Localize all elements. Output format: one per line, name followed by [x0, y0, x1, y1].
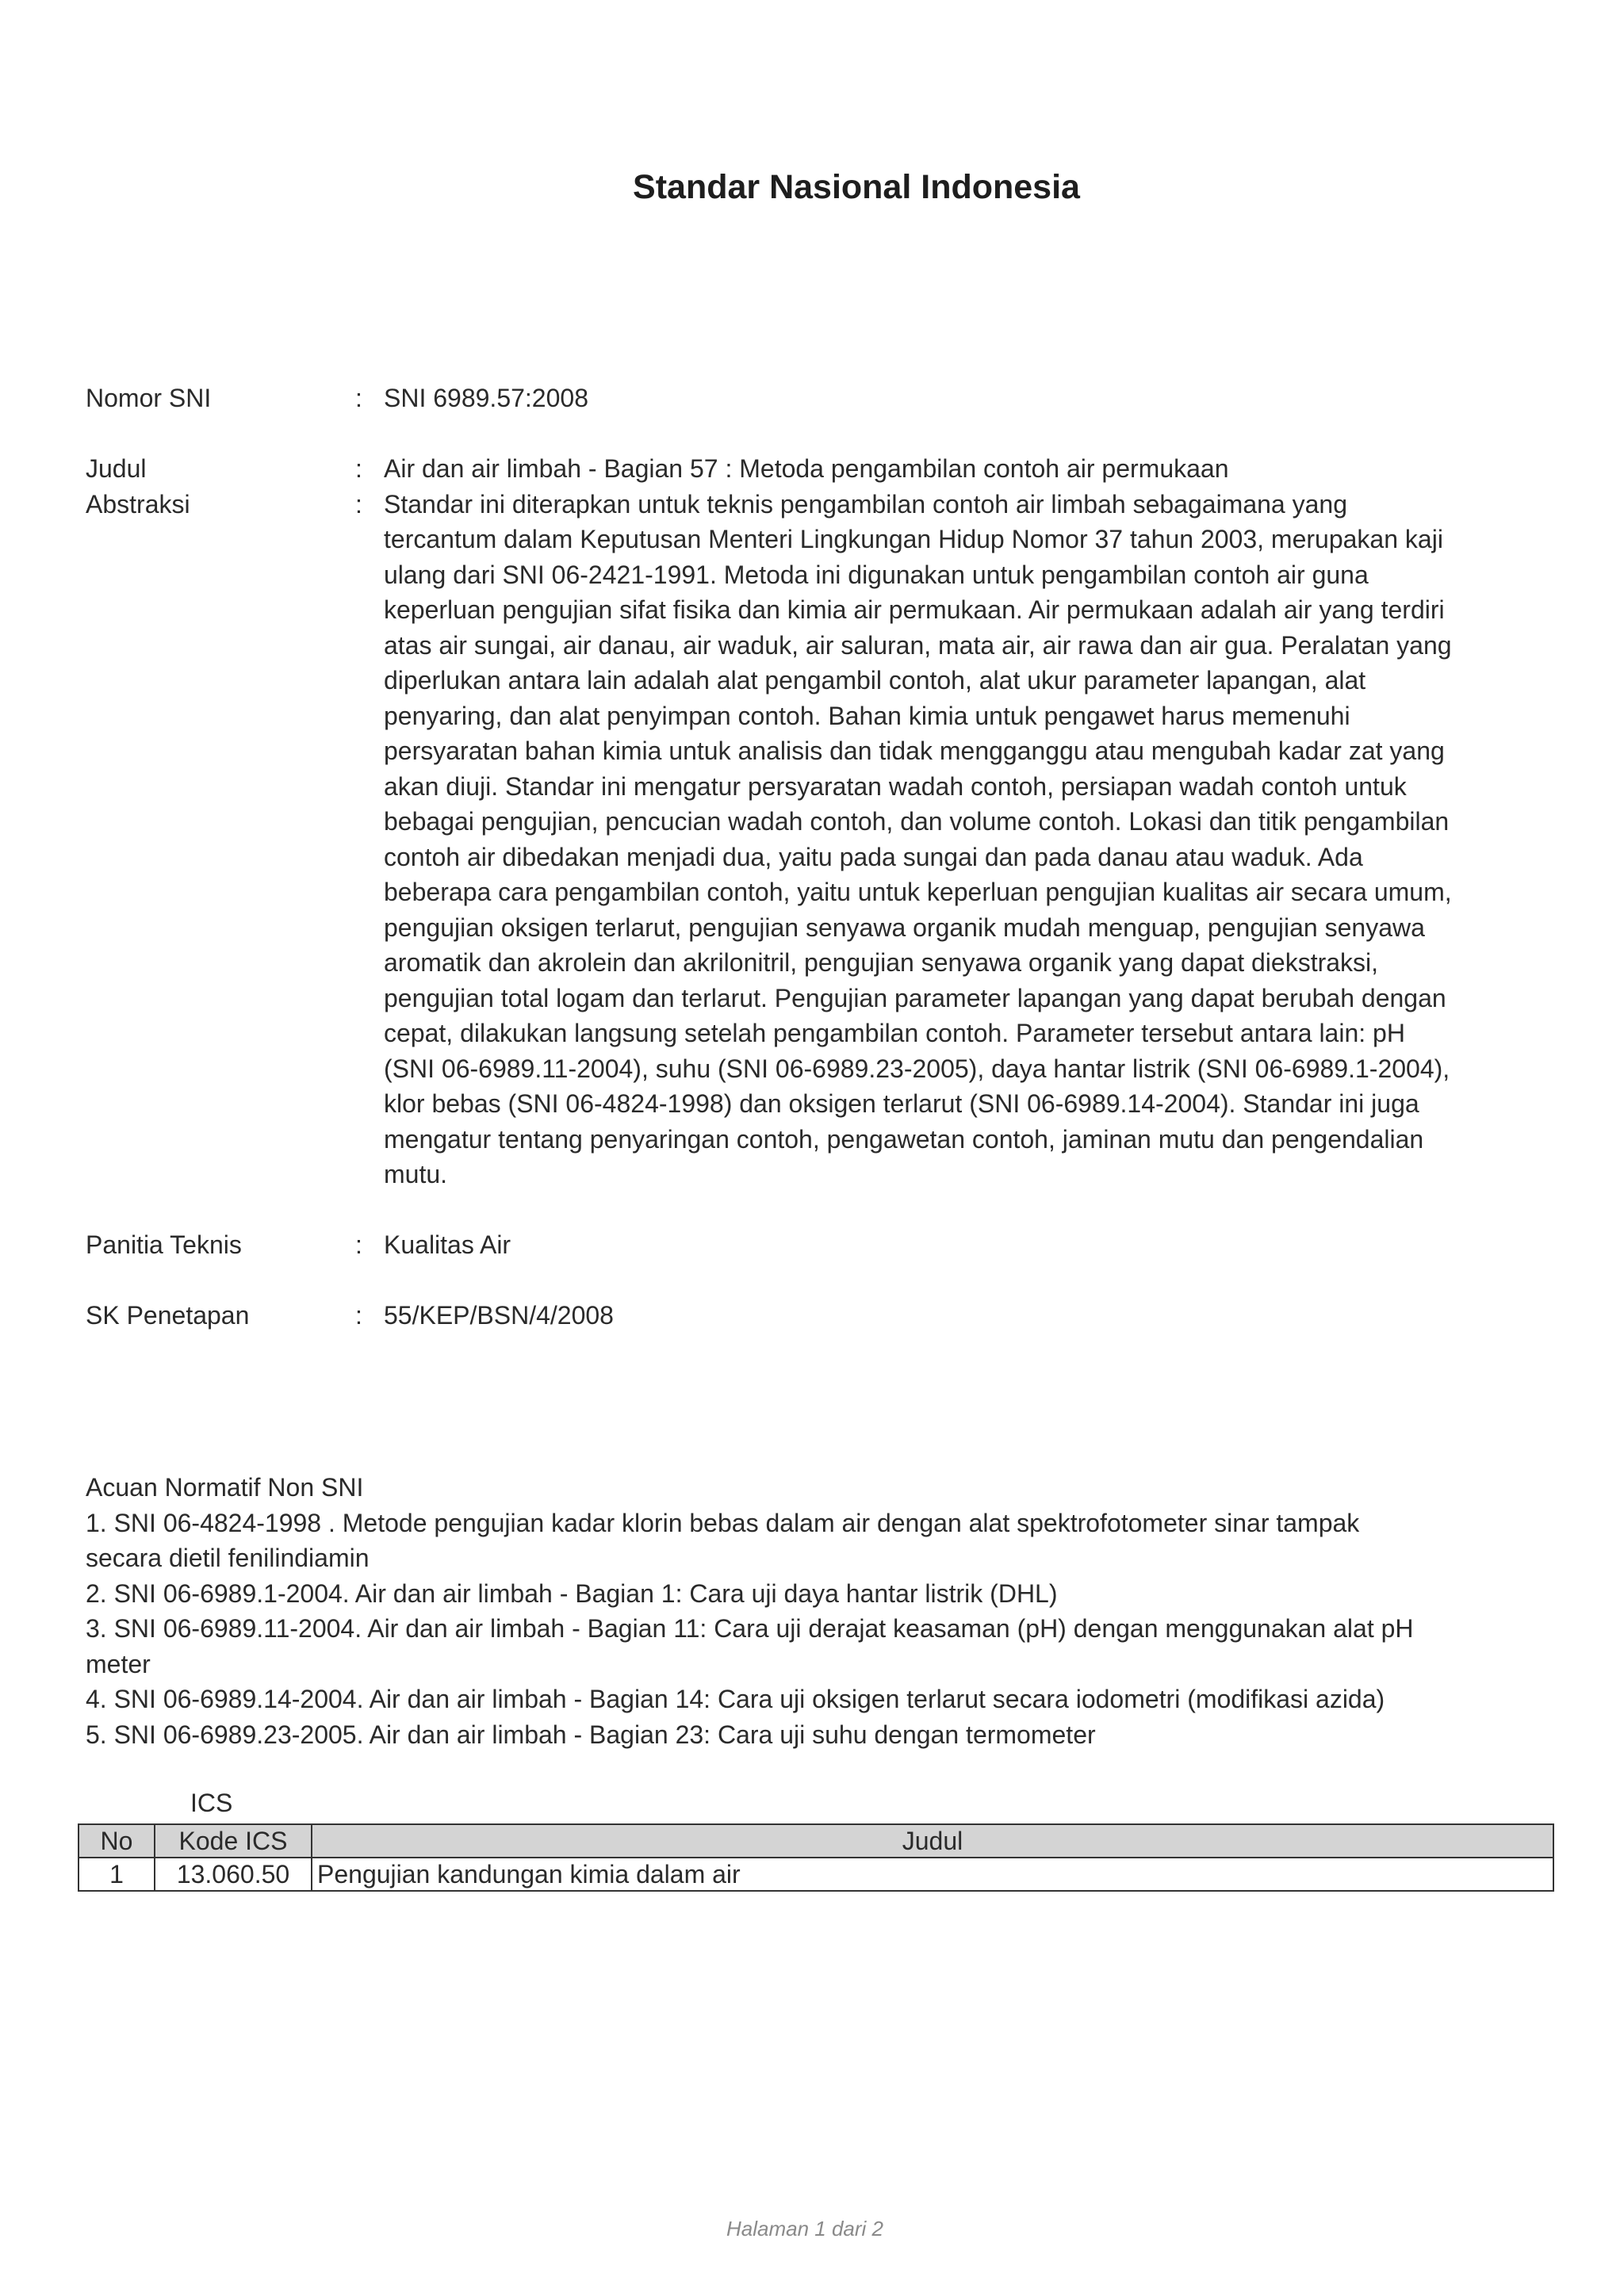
- references-heading: Acuan Normatif Non SNI: [86, 1473, 364, 1502]
- abstract-line: klor bebas (SNI 06-4824-1998) dan oksigen terlarut (SNI 06-6989.14-2004). Standar ini juga: [384, 1089, 1419, 1118]
- ics-table-body: [79, 1858, 1553, 1891]
- meta-label-judul: Judul: [86, 454, 147, 483]
- meta-colon: :: [355, 1301, 362, 1330]
- meta-label-abstraksi: Abstraksi: [86, 489, 190, 519]
- abstract-line: mengatur tentang penyaringan contoh, pengawetan contoh, jaminan mutu dan pengendalian: [384, 1124, 1424, 1154]
- abstract-line: beberapa cara pengambilan contoh, yaitu untuk keperluan pengujian kualitas air secara umum,: [384, 878, 1452, 906]
- abstract-line: tercantum dalam Keputusan Menteri Lingkungan Hidup Nomor 37 tahun 2003, merupakan kaji: [384, 525, 1443, 553]
- meta-label-panitia: Panitia Teknis: [86, 1230, 242, 1259]
- abstract-line: keperluan pengujian sifat fisika dan kimia air permukaan. Air permukaan adalah air yang terdiri: [384, 595, 1445, 624]
- abstract-line: bebagai pengujian, pencucian wadah contoh, dan volume contoh. Lokasi dan titik pengambilan: [384, 807, 1450, 836]
- meta-value-panitia: Kualitas Air: [384, 1230, 511, 1259]
- meta-colon: :: [355, 1230, 362, 1259]
- abstract-line: (SNI 06-6989.11-2004), suhu (SNI 06-6989.23-2005), daya hantar listrik (SNI 06-6989.1-2004),: [384, 1054, 1450, 1083]
- reference-line: 5. SNI 06-6989.23-2005. Air dan air limbah - Bagian 23: Cara uji suhu dengan termometer: [86, 1720, 1096, 1749]
- page-title: Standar Nasional Indonesia: [633, 168, 1080, 206]
- table-row: [79, 1858, 1553, 1891]
- reference-line: 4. SNI 06-6989.14-2004. Air dan air limbah - Bagian 14: Cara uji oksigen terlarut secara iodometri (modifikasi azida): [86, 1685, 1385, 1713]
- ics-table: [78, 1823, 1554, 1892]
- ics-cell-no: 1: [79, 1858, 155, 1891]
- abstract-line: contoh air dibedakan menjadi dua, yaitu pada sungai dan pada danau atau waduk. Ada: [384, 842, 1363, 871]
- meta-colon: :: [355, 454, 362, 483]
- abstract-line: pengujian oksigen terlarut, pengujian senyawa organik mudah menguap, pengujian senyawa: [384, 913, 1425, 942]
- meta-colon: :: [355, 384, 362, 412]
- abstract-line: akan diuji. Standar ini mengatur persyaratan wadah contoh, persiapan wadah contoh untuk: [384, 771, 1407, 801]
- abstract-line: atas air sungai, air danau, air waduk, air saluran, mata air, air rawa dan air gua. Peralatan yang: [384, 630, 1452, 660]
- ics-cell-judul: Pengujian kandungan kimia dalam air: [312, 1858, 1553, 1891]
- references-section: [86, 1470, 1561, 1752]
- ics-header-judul: Judul: [312, 1824, 1553, 1858]
- meta-value-judul: Air dan air limbah - Bagian 57 : Metoda pengambilan contoh air permukaan: [384, 454, 1229, 483]
- abstract-line: pengujian total logam dan terlarut. Pengujian parameter lapangan yang dapat berubah dengan: [384, 983, 1446, 1012]
- ics-caption: ICS: [190, 1789, 233, 1817]
- meta-label-sk: SK Penetapan: [86, 1301, 250, 1330]
- abstract-line: diperlukan antara lain adalah alat pengambil contoh, alat ukur parameter lapangan, alat: [384, 666, 1366, 695]
- references-list: [86, 1506, 1561, 1753]
- reference-line: secara dietil fenilindiamin: [86, 1544, 370, 1572]
- abstract-line: Standar ini diterapkan untuk teknis pengambilan contoh air limbah sebagaimana yang: [384, 489, 1347, 519]
- ics-header-kode: Kode ICS: [155, 1824, 312, 1858]
- abstract-line: cepat, dilakukan langsung setelah pengambilan contoh. Parameter tersebut antara lain: pH: [384, 1019, 1405, 1047]
- abstract-text: [384, 487, 1624, 1192]
- meta-value-nomor: SNI 6989.57:2008: [384, 384, 588, 412]
- abstract-line: aromatik dan akrolein dan akrilonitril, pengujian senyawa organik yang dapat diekstraksi,: [384, 948, 1379, 977]
- ics-cell-kode: 13.060.50: [155, 1858, 312, 1891]
- ics-table-header-row: [79, 1824, 1553, 1858]
- reference-line: meter: [86, 1649, 151, 1678]
- ics-header-no: No: [79, 1824, 155, 1858]
- meta-label-nomor: Nomor SNI: [86, 384, 212, 412]
- page-footer: Halaman 1 dari 2: [726, 2217, 883, 2241]
- abstract-line: persyaratan bahan kimia untuk analisis dan tidak mengganggu atau mengubah kadar zat yang: [384, 737, 1445, 765]
- meta-colon: :: [355, 489, 362, 519]
- abstract-line: penyaring, dan alat penyimpan contoh. Bahan kimia untuk pengawet harus memenuhi: [384, 701, 1350, 730]
- reference-line: 1. SNI 06-4824-1998 . Metode pengujian kadar klorin bebas dalam air dengan alat spektrofotometer sinar tampak: [86, 1508, 1360, 1537]
- abstract-line: ulang dari SNI 06-2421-1991. Metoda ini digunakan untuk pengambilan contoh air guna: [384, 560, 1369, 589]
- reference-line: 3. SNI 06-6989.11-2004. Air dan air limbah - Bagian 11: Cara uji derajat keasaman (pH) dengan menggunakan alat pH: [86, 1614, 1414, 1643]
- reference-line: 2. SNI 06-6989.1-2004. Air dan air limbah - Bagian 1: Cara uji daya hantar listrik (DHL): [86, 1578, 1058, 1608]
- meta-value-sk: 55/KEP/BSN/4/2008: [384, 1301, 614, 1330]
- abstract-line: mutu.: [384, 1160, 448, 1188]
